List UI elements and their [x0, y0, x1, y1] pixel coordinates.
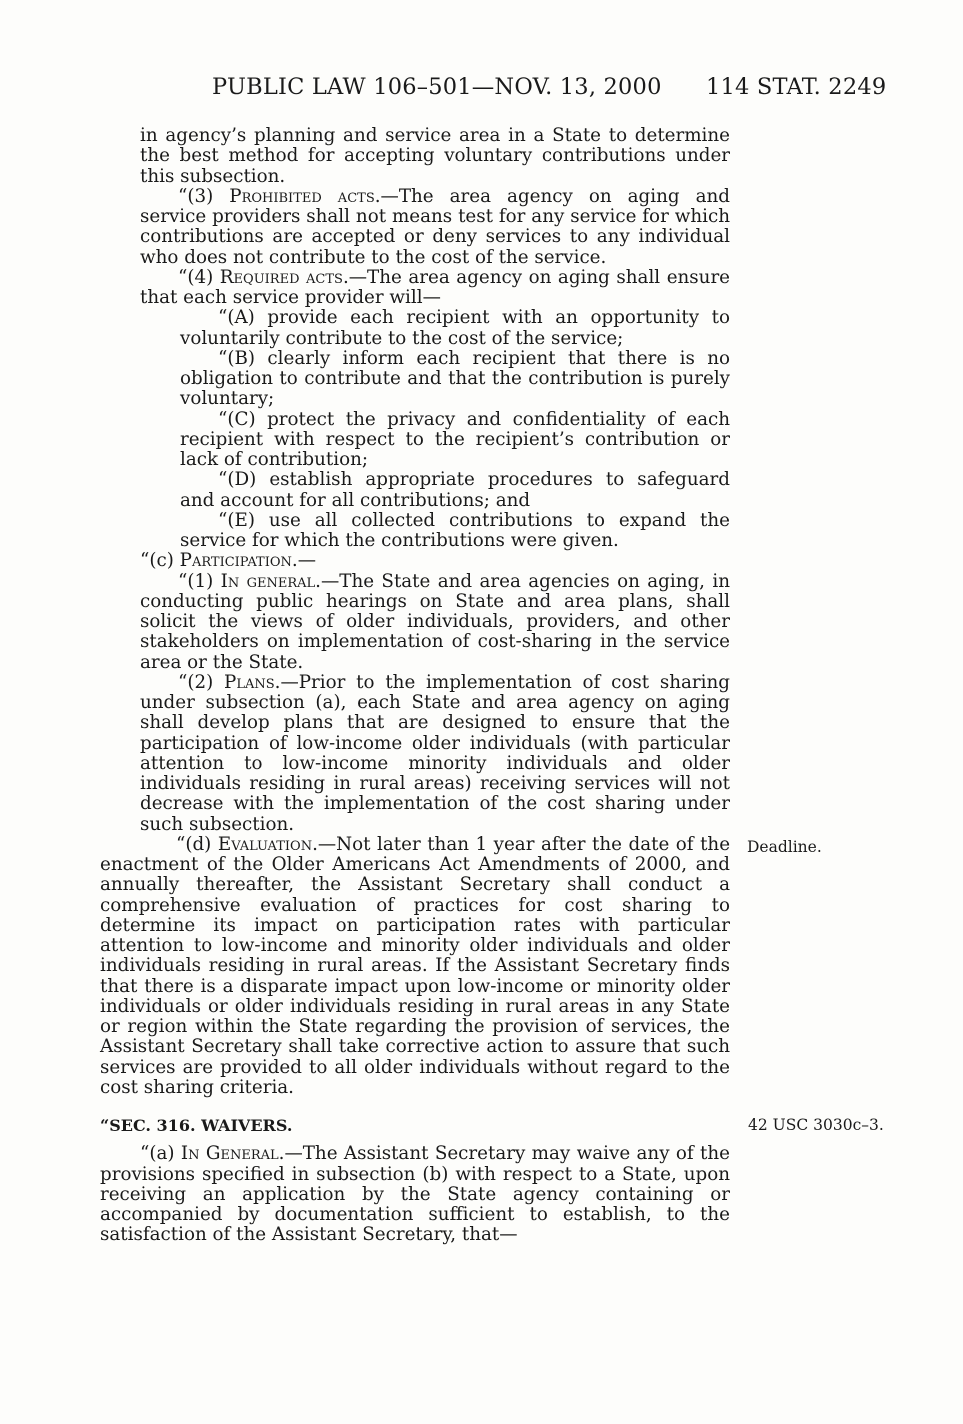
section-heading: “SEC. 316. WAIVERS.: [100, 1116, 293, 1135]
list-item-c: “(C) protect the privacy and confidentiality of each recipient with respect to the recipient’s contribution or lack of contribution;: [180, 408, 730, 470]
list-item-b: “(B) clearly inform each recipient that there is no obligation to contribute and that the contribution is purely voluntary;: [180, 347, 730, 410]
paragraph-plans: [100, 673, 730, 835]
paragraph-waivers-general: [100, 1144, 730, 1245]
paragraph-heading: Participation: [179, 550, 292, 572]
paragraph-lead: “(4): [178, 266, 220, 288]
paragraph-heading: Prohibited acts: [229, 185, 375, 207]
paragraph-heading: Plans: [224, 671, 275, 693]
list-item-d: “(D) establish appropriate procedures to safeguard and account for all contributions; and: [180, 469, 730, 511]
paragraph-continuation: in agency’s planning and service area in a State to determine the best method for accepting voluntary contributions under this subsection.: [140, 125, 730, 187]
paragraph-heading: Required acts: [219, 266, 343, 288]
paragraph-text: .—The area agency on aging and service providers shall not means test for any service for which contributions are accepted or deny services to any individual who does not contribute to the cost of the service.: [140, 185, 730, 268]
paragraph-lead: “(d): [176, 833, 218, 855]
paragraph-text: .—Prior to the implementation of cost sharing under subsection (a), each State and area agency on aging shall develop plans that are designed to ensure that the participation of low-income older individuals (with particular attention to low-income minority individuals and older individuals residing in rural areas) receiving services will not decrease with the implementation of the cost sharing under such subsection.: [140, 671, 730, 835]
paragraph-lead: “(1): [178, 570, 221, 592]
body-text: [100, 126, 730, 1246]
running-header-right: 114 STAT. 2249: [706, 74, 887, 100]
paragraph-lead: “(a): [140, 1143, 181, 1165]
paragraph-text: .—The State and area agencies on aging, in conducting public hearings on State and area plans, shall solicit the views of older individuals, providers, and other stakeholders on implementation of cost-sharing in the service area or the State.: [140, 570, 730, 673]
paragraph-lead: “(c): [140, 550, 180, 572]
paragraph-text: .—Not later than 1 year after the date of the enactment of the Older Americans Act Amendments of 2000, and annually thereafter, the Assistant Secretary shall conduct a comprehensive evaluation of practices for cost sharing to determine its impact on participation rates with particular attention to low-income and minority older individuals and older individuals residing in rural areas. If the Assistant Secretary finds that there is a disparate impact upon low-income or minority older individuals or older individuals residing in rural areas in any State or region within the State regarding the provision of services, the Assistant Secretary shall take corrective action to assure that such services are provided to all older individuals without regard to the cost sharing criteria.: [100, 833, 731, 1098]
list-item-e: “(E) use all collected contributions to expand the service for which the contributions were given.: [180, 509, 730, 551]
paragraph-lead: “(2): [178, 671, 225, 693]
paragraph-text: .—The Assistant Secretary may waive any of the provisions specified in subsection (b) with respect to a State, upon receiving an application by the State agency containing or accompanied by documentation sufficient to establish, to the satisfaction of the Assistant Secretary, that—: [100, 1143, 730, 1246]
paragraph-in-general: [100, 572, 730, 673]
paragraph-prohibited-acts: [100, 187, 730, 268]
paragraph-text: .—: [291, 550, 316, 572]
paragraph-lead: “(3): [178, 185, 230, 207]
paragraph-evaluation: [100, 835, 730, 1098]
running-header-left: PUBLIC LAW 106–501—NOV. 13, 2000: [212, 74, 662, 100]
list-item-a: “(A) provide each recipient with an opportunity to voluntarily contribute to the cost of the service;: [180, 307, 730, 349]
paragraph-required-acts: [100, 268, 730, 309]
paragraph-text: .—The area agency on aging shall ensure that each service provider will—: [140, 266, 730, 308]
paragraph-heading: In general: [220, 570, 316, 592]
paragraph-heading: In General: [180, 1143, 279, 1165]
paragraph-heading: Evaluation: [217, 833, 313, 855]
margin-note-usc-citation: 42 USC 3030c–3.: [748, 1116, 884, 1134]
margin-note-deadline: Deadline.: [747, 838, 822, 856]
paragraph-participation: [100, 551, 730, 571]
